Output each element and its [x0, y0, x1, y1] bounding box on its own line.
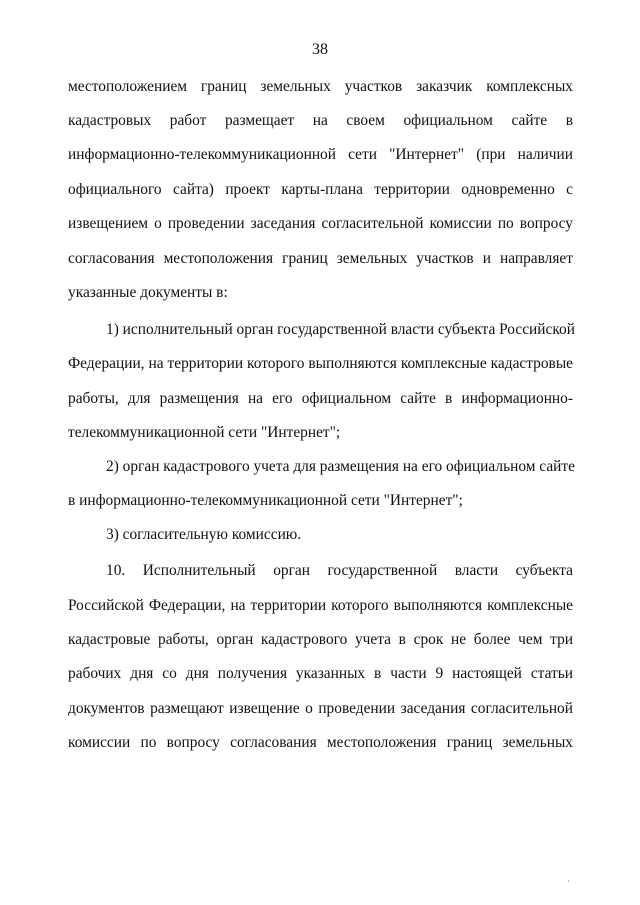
- page-number: 38: [312, 41, 328, 58]
- text-line: комиссии по вопросу согласования местоположения границ земельных: [68, 734, 573, 751]
- text-line: указанные документы в:: [68, 284, 228, 301]
- list-item-1: 1) исполнительный орган государственной власти субъекта Российской: [106, 321, 575, 338]
- text-line: работы, для размещения на его официальном сайте в информационно-: [68, 390, 573, 407]
- text-line: информационно-телекоммуникационной сети "Интернет" (при наличии: [68, 146, 573, 163]
- text-line: рабочих дня со дня получения указанных в части 9 настоящей статьи: [68, 665, 573, 682]
- text-line: в информационно-телекоммуникационной сети "Интернет";: [68, 492, 463, 509]
- text-line: официального сайта) проект карты-плана территории одновременно с: [68, 181, 573, 198]
- scan-mark: [568, 880, 569, 882]
- list-item-3: 3) согласительную комиссию.: [106, 526, 302, 543]
- text-line: Федерации, на территории которого выполняются комплексные кадастровые: [68, 355, 573, 372]
- text-line: Российской Федерации, на территории которого выполняются комплексные: [68, 597, 573, 614]
- text-line: кадастровых работ размещает на своем официальном сайте в: [68, 112, 573, 129]
- text-line: кадастровые работы, орган кадастрового учета в срок не более чем три: [68, 631, 573, 648]
- list-item-2: 2) орган кадастрового учета для размещения на его официальном сайте: [106, 458, 575, 475]
- text-line: местоположением границ земельных участков заказчик комплексных: [68, 78, 573, 95]
- text-line: телекоммуникационной сети "Интернет";: [68, 424, 341, 441]
- paragraph-10-start: 10. Исполнительный орган государственной власти субъекта: [106, 562, 573, 579]
- text-line: извещением о проведении заседания согласительной комиссии по вопросу: [68, 215, 573, 232]
- text-line: документов размещают извещение о проведении заседания согласительной: [68, 700, 573, 717]
- text-line: согласования местоположения границ земельных участков и направляет: [68, 250, 573, 267]
